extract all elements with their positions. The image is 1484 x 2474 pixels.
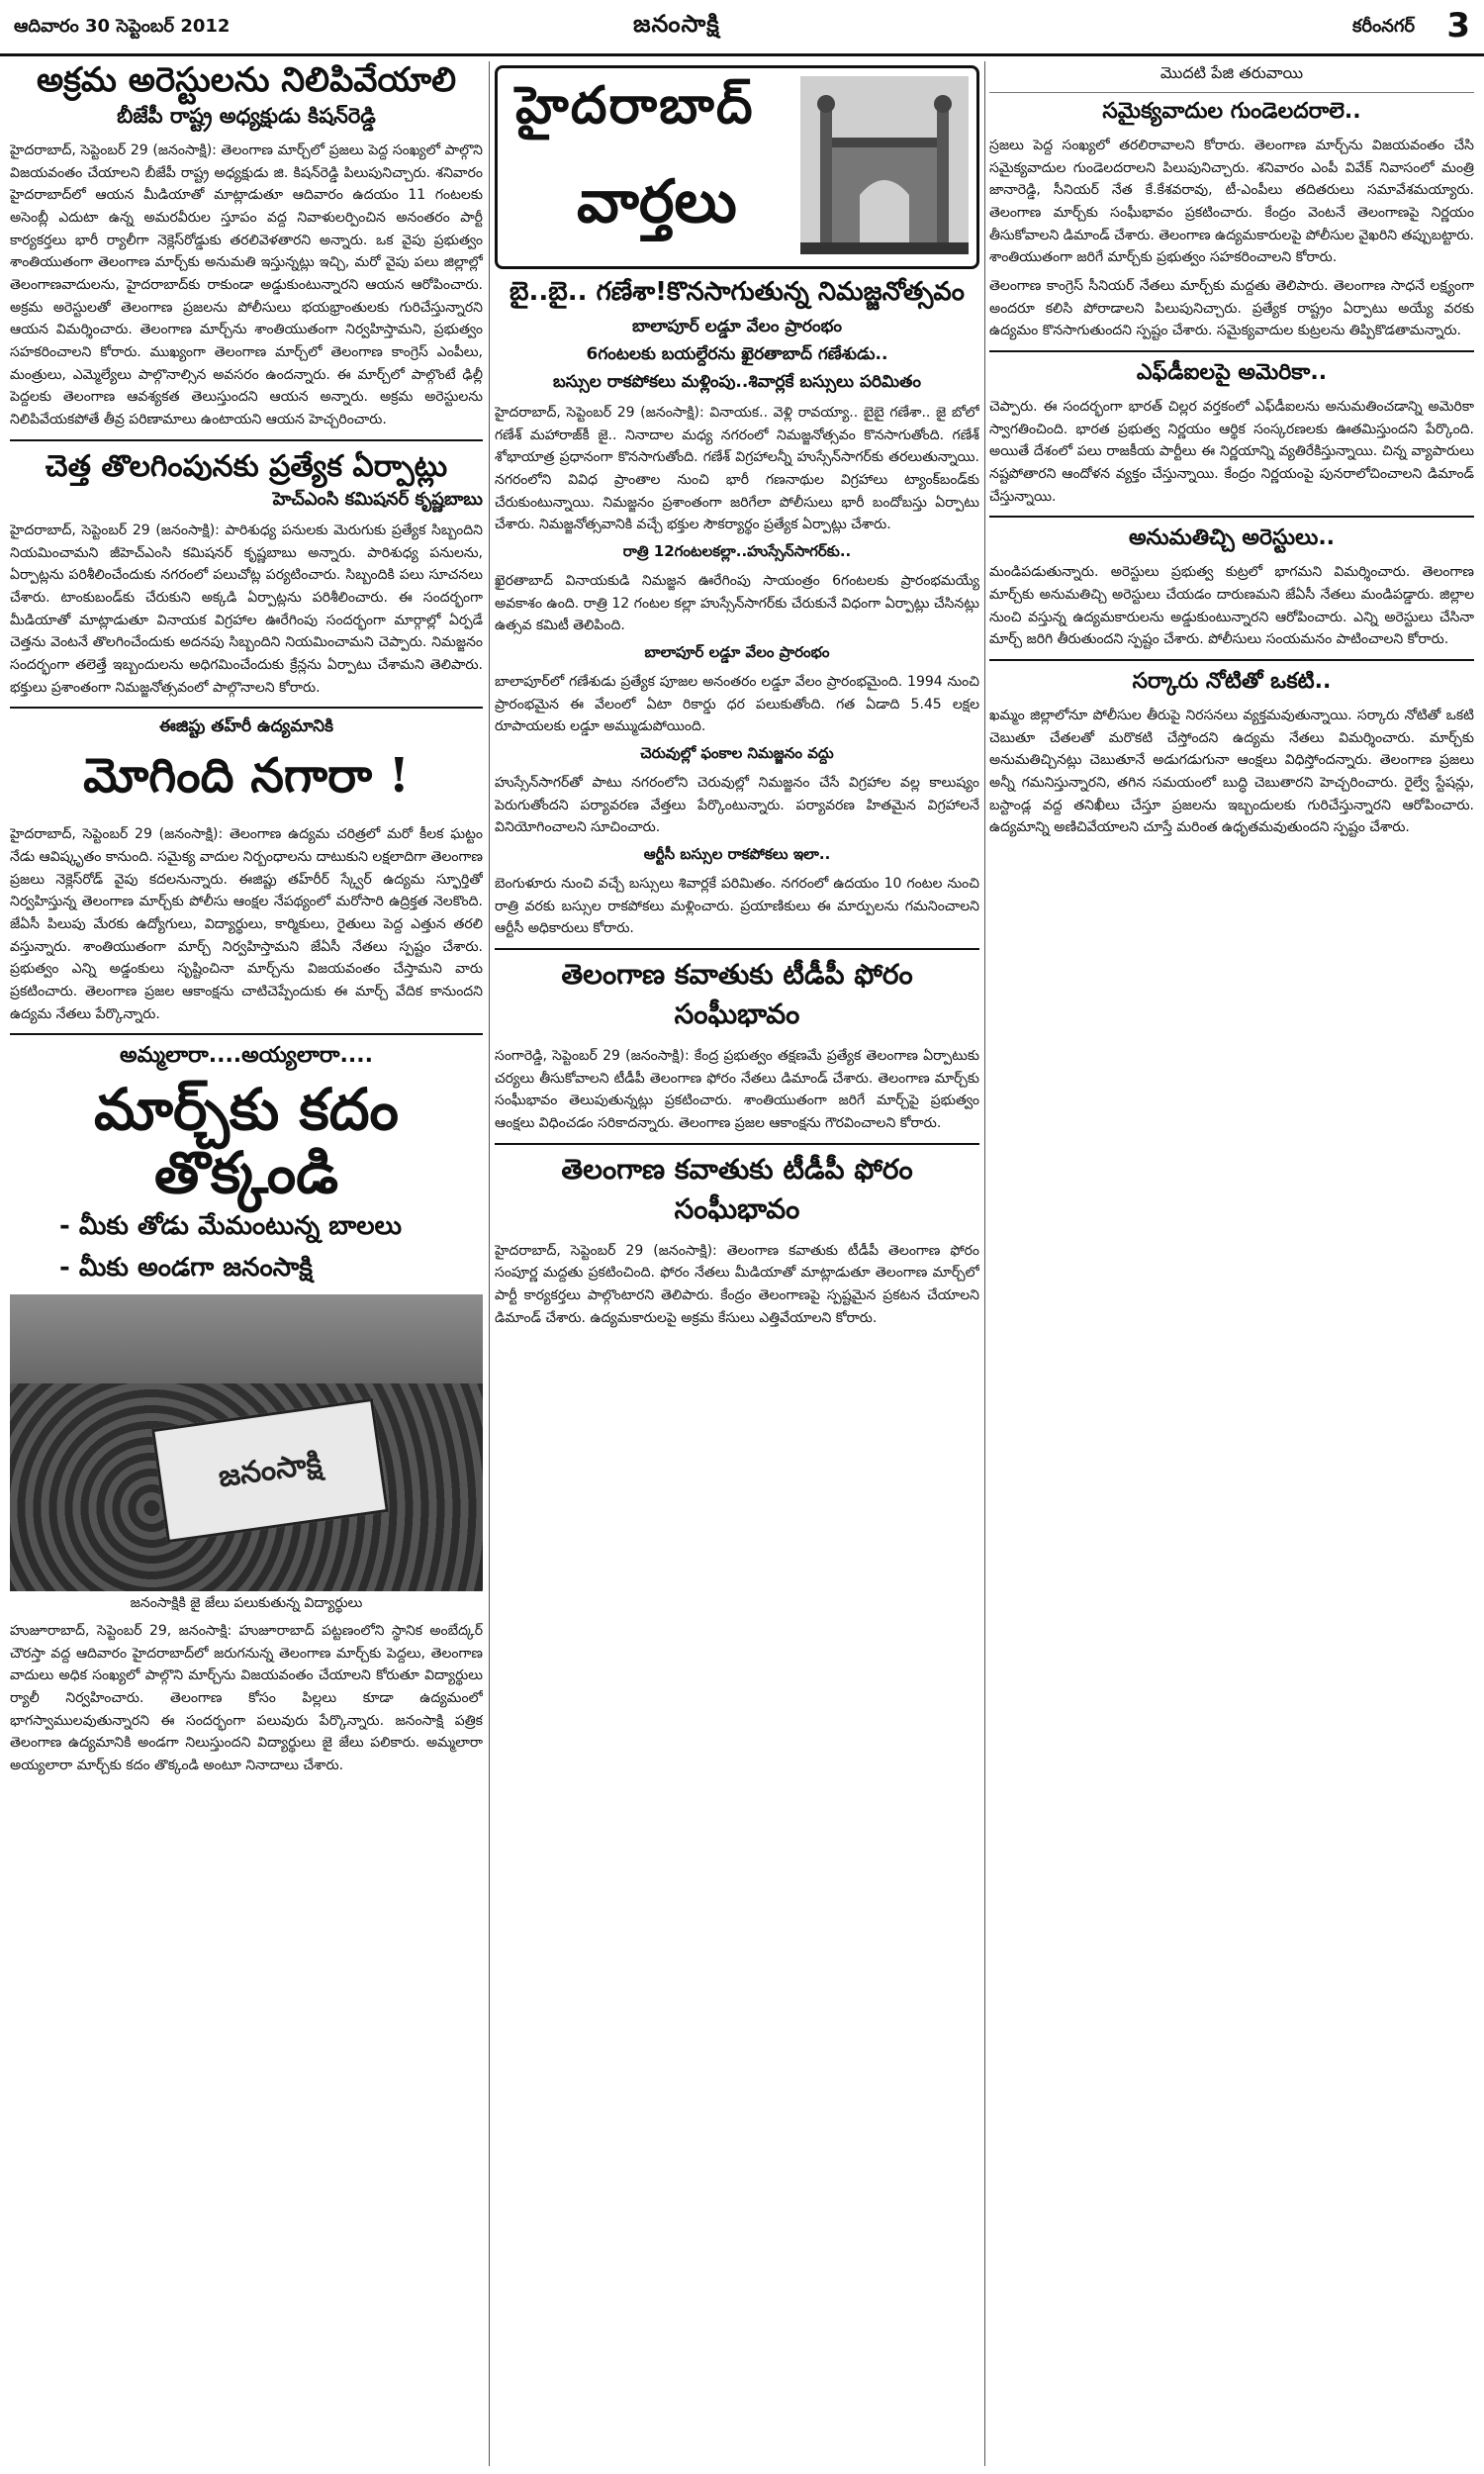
charminar-icon (800, 76, 969, 254)
article-body: హుస్సేన్‌సాగర్‌తో పాటు నగరంలోని చెరువుల్లో నిమజ్జనం చేసే విగ్రహాల వల్ల కాలుష్యం పెరుగుతోందని పర్యావరణ వేత్తలు పేర్కొంటున్నారు. పర్యావరణ హితమైన విగ్రహాలనే వినియోగించాలని సూచించారు. (495, 775, 979, 836)
article-body: హుజూరాబాద్, సెప్టెంబర్ 29, జనంసాక్షి: హుజూరాబాద్ పట్టణంలోని స్థానిక అంబేద్కర్ చౌరస్తా వద్ద ఆదివారం హైదరాబాద్‌లో జరుగనున్న తెలంగాణ మార్చ్‌కు పెద్దలు, తెలంగాణ వాదులు అధిక సంఖ్యలో పాల్గొని మార్చ్‌ను విజయవంతం చేయాలని కోరుతూ విద్యార్థులు ర్యాలీ నిర్వహించారు. తెలంగాణ కోసం పిల్లలు కూడా ఉద్యమంలో భాగస్వాములవుతున్నారని ఈ సందర్భంగా పలువురు పేర్కొన్నారు. జనంసాక్షి పత్రిక తెలంగాణ ఉద్యమానికి అండగా నిలుస్తుందని విద్యార్థులు జై జేలు పలికారు. అమ్మలారా అయ్యలారా మార్చ్‌కు కదం తొక్కండి అంటూ నినాదాలు చేశారు. (10, 1622, 483, 1773)
column-middle (495, 61, 979, 2468)
headline: మార్చ్‌కు కదం తొక్కండి (94, 1076, 399, 1207)
story-nagara (10, 716, 483, 1025)
headline: తెలంగాణ కవాతుకు టీడీపీ ఫోరం సంఘీభావం (561, 1152, 913, 1225)
headline: చెత్త తొలగింపునకు ప్రత్యేక ఏర్పాట్లు (45, 448, 448, 484)
kicker: అమ్మలారా....అయ్యలారా.... (120, 1043, 373, 1069)
story-fdi-america (989, 360, 1474, 508)
story-garbage-removal (10, 449, 483, 699)
divider (989, 350, 1474, 352)
divider (495, 948, 979, 950)
article-body: బెంగుళూరు నుంచి వచ్చే బస్సులు శివార్లకే పరిమితం. నగరంలో ఉదయం 10 గంటల నుంచి రాత్రి వరకు బస్సుల రాకపోకలు మళ్లించారు. ప్రయాణికులు ఈ మార్పులను గమనించాలని ఆర్టీసీ అధికారులు కోరారు. (495, 876, 979, 937)
edition-name: కరీంనగర్ (1352, 16, 1415, 37)
masthead: జనంసాక్షి (633, 10, 720, 38)
story-ganesh-immersion (495, 277, 979, 940)
bullet-point: బస్సుల రాకపోకలు మళ్లింపు..శివార్లకే బస్సులు పరిమితం (553, 372, 921, 392)
divider (495, 1143, 979, 1145)
article-body: మండిపడుతున్నారు. అరెస్టులు ప్రభుత్వ కుట్రలో భాగమని విమర్శించారు. తెలంగాణ మార్చ్‌కు అనుమతిచ్చి అరెస్టులు చేయడం దారుణమని జేఏసీ నేతలు మండిపడ్డారు. జిల్లాల నుంచి వస్తున్న ఉద్యమకారులను అడ్డుకుంటున్నారని ఆరోపించారు. ఎన్ని అరెస్టులు చేసినా మార్చ్ జరిగి తీరుతుందని స్పష్టం చేశారు. పోలీసులు సంయమనం పాటించాలని కోరారు. (989, 564, 1474, 648)
divider (989, 659, 1474, 661)
hyderabad-news-banner (495, 65, 979, 269)
tagline: - మీకు అండగా జనంసాక్షి (59, 1252, 314, 1283)
kicker: ఈజిప్టు తహ్‌రీ ఉద్యమానికి (159, 716, 333, 737)
column-right (989, 61, 1474, 2468)
headline: అక్రమ అరెస్టులను నిలిపివేయాలి (36, 61, 457, 100)
headline: మోగింది నగారా ! (83, 748, 410, 805)
article-body: హైదరాబాద్, సెప్టెంబర్ 29 (జనంసాక్షి): తెలంగాణ మార్చ్‌లో ప్రజలు పెద్ద సంఖ్యలో పాల్గొని విజయవంతం చేయాలని బీజేపీ రాష్ట్ర అధ్యక్షుడు జి. కిషన్‌రెడ్డి పిలుపునిచ్చారు. శనివారం హైదరాబాద్‌లో ఆయన మీడియాతో మాట్లాడుతూ ఆదివారం ఉదయం 11 గంటలకు అసెంబ్లీ ఎదుటా ఉన్న అమరవీరుల స్తూపం వద్ద నివాళులర్పించిన అనంతరం పార్టీ కార్యకర్తలు భారీ ర్యాలీగా నెక్లెస్‌రోడ్డుకు తరలివెళతారని అన్నారు. ఒక వైపు ప్రభుత్వం శాంతియుతంగా తెలంగాణ మార్చ్‌కు అనుమతి ఇస్తున్నట్లు ఇచ్చి, మరో వైపు పలు జిల్లాల్లో తెలంగాణవాదులను, హైదరాబాద్‌కు రాకుండా అడ్డుకుంటున్నారని ఆయన ఆరోపించారు. అక్రమ అరెస్టులతో తెలంగాణ ప్రజలను పోలీసులు భయభ్రాంతులకు గురిచేస్తున్నారని ఆయన విమర్శించారు. తెలంగాణ మార్చ్‌ను శాంతియుతంగా నిర్వహిస్తామని, ప్రభుత్వం సహకరించాలని కోరారు. ముఖ్యంగా తెలంగాణ మార్చ్‌లో తెలంగాణ కాంగ్రెస్ ఎంపీలు, మంత్రులు, ఎమ్మెల్యేలు పాల్గొనాల్సిన అవసరం ఉందన్నారు. ఈ మార్చ్‌లో పాల్గొంటే ఢిల్లీ పెద్దలకు తెలంగాణ ఆవశ్యకత తెలుస్తుందని ఆయన అన్నారు. అక్రమ అరెస్టులను నిలిపివేయకపోతే తీవ్ర పరిణామాలు ఉంటాయని ఆయన హెచ్చరించారు. (10, 143, 483, 428)
banner-title: హైదరాబాద్ (515, 76, 755, 136)
headline: అనుమతిచ్చి అరెస్టులు.. (1128, 525, 1336, 551)
page-number: 3 (1446, 6, 1470, 46)
bullet-point: బాలాపూర్ లడ్డూ వేలం ప్రారంభం (632, 317, 842, 336)
article-body: ఖైరతాబాద్ వినాయకుడి నిమజ్జన ఊరేగింపు సాయంత్రం 6గంటలకు ప్రారంభమయ్యే అవకాశం ఉంది. రాత్రి 12 గంటల కల్లా హుస్సేన్‌సాగర్‌కు చేరుకునే విధంగా ఏర్పాట్లు చేసినట్లు ఉత్సవ కమిటీ తెలిపింది. (495, 573, 979, 634)
article-body: చెప్పారు. ఈ సందర్భంగా భారత్ చిల్లర వర్తకంలో ఎఫ్‌డీఐలను అనుమతించడాన్ని అమెరికా స్వాగతించింది. భారత ప్రభుత్వ నిర్ణయం ఆర్థిక సంస్కరణలకు ఊతమిస్తుందని పేర్కొంది. అయితే దేశంలో పలు రాజకీయ పార్టీలు ఈ నిర్ణయాన్ని వ్యతిరేకిస్తున్నాయి. చిన్న వ్యాపారులు నష్టపోతారని ఆందోళన వ్యక్తం చేస్తున్నాయి. కేంద్రం నిర్ణయంపై పునరాలోచించాలని డిమాండ్ చేస్తున్నాయి. (989, 399, 1474, 505)
issue-date: ఆదివారం 30 సెప్టెంబర్ 2012 (14, 16, 231, 37)
continuation-label: మొదటి పేజి తరువాయి (1159, 63, 1304, 82)
article-body: హైదరాబాద్, సెప్టెంబర్ 29 (జనంసాక్షి): తెలంగాణ కవాతుకు టీడీపీ తెలంగాణ ఫోరం సంపూర్ణ మద్దతు ప్రకటించింది. ఫోరం నేతలు మీడియాతో మాట్లాడుతూ తెలంగాణ మార్చ్‌లో పార్టీ కార్యకర్తలు పాల్గొంటారని తెలిపారు. కేంద్రం తెలంగాణపై స్పష్టమైన ప్రకటన చేయాలని డిమాండ్ చేశారు. ఉద్యమకారులపై అక్రమ కేసులు ఎత్తివేయాలని కోరారు. (495, 1242, 979, 1326)
article-body: బాలాపూర్‌లో గణేశుడు ప్రత్యేక పూజల అనంతరం లడ్డూ వేలం ప్రారంభమైంది. 1994 నుంచి ప్రారంభమైన ఈ వేలంలో ఏటా రికార్డు ధర పలుకుతోంది. గత ఏడాది 5.45 లక్షల రూపాయలకు లడ్డూ అమ్ముడుపోయింది. (495, 674, 979, 735)
subhead: హెచ్ఎంసి కమిషనర్ కృష్ణబాబు (272, 488, 483, 510)
page-header (0, 0, 1484, 56)
story-illegal-arrests (10, 61, 483, 431)
section-heading: ఆర్టీసీ బస్సుల రాకపోకలు ఇలా.. (643, 845, 831, 864)
photo-banner: జనంసాక్షి (151, 1398, 389, 1543)
article-body: హైదరాబాద్, సెప్టెంబర్ 29 (జనంసాక్షి): తెలంగాణ ఉద్యమ చరిత్రలో మరో కీలక ఘట్టం నేడు ఆవిష్కృతం కానుంది. సమైక్య వాదుల నిర్బంధాలను దాటుకుని లక్షలాదిగా తెలంగాణ ప్రజలు నెక్లెస్‌రోడ్ వైపు కదలనున్నారు. ఈజిప్టు తహ్‌రీర్ స్క్వేర్ ఉద్యమ స్ఫూర్తితో నిర్వహిస్తున్న తెలంగాణ మార్చ్‌కు పోలీసు ఆంక్షల నేపథ్యంలో మరోసారి ఉద్రిక్తత నెలకొంది. జేఏసీ పిలుపు మేరకు ఉద్యోగులు, విద్యార్థులు, కార్మికులు, రైతులు పెద్ద ఎత్తున తరలి వస్తున్నారు. శాంతియుతంగా మార్చ్ నిర్వహిస్తామని జేఏసీ నేతలు స్పష్టం చేశారు. ప్రభుత్వం ఎన్ని అడ్డంకులు సృష్టించినా మార్చ్‌ను విజయవంతం చేస్తామని వారు ప్రకటించారు. తెలంగాణ ప్రజల ఆకాంక్షను చాటిచెప్పేందుకు ఈ మార్చ్ వేదిక కానుందని ఉద్యమ నేతలు పేర్కొన్నారు. (10, 826, 483, 1022)
divider (989, 516, 1474, 518)
tagline: - మీకు తోడు మేమంటున్న బాలలు (59, 1210, 402, 1241)
article-body: హైదరాబాద్, సెప్టెంబర్ 29 (జనంసాక్షి): పారిశుధ్య పనులకు మెరుగుకు ప్రత్యేక సిబ్బందిని నియమించామని జీహెచ్ఎంసి కమిషనర్ కృష్ణబాబు అన్నారు. పారిశుధ్య పనులను, ఏర్పాట్లను పరిశీలించేందుకు నగరంలో పలుచోట్ల పర్యటించారు. సిబ్బందికి పలు సూచనలు చేశారు. టాంకుబండ్‌కు చేరుకుని అక్కడి ఏర్పాట్లను పరిశీలించారు. ఈ సందర్భంగా మీడియాతో మాట్లాడుతూ వినాయక విగ్రహాల ఊరేగింపు సందర్భంగా మార్గాల్లో ఏర్పడే చెత్తను వెంటనే తొలగించేందుకు అదనపు సిబ్బందిని నియమించామని చెప్పారు. నిమజ్జనం సందర్భంగా తలెత్తే ఇబ్బందులను అధిగమించేందుకు క్రేన్లను ఏర్పాటు చేశామని తెలిపారు. భక్తులు ప్రశాంతంగా నిమజ్జనోత్సవంలో పాల్గొనాలని కోరారు. (10, 522, 483, 696)
story-sarkar (989, 669, 1474, 839)
article-body: సంగారెడ్డి, సెప్టెంబర్ 29 (జనంసాక్షి): కేంద్ర ప్రభుత్వం తక్షణమే ప్రత్యేక తెలంగాణ ఏర్పాటుకు చర్యలు తీసుకోవాలని టీడీపీ తెలంగాణ ఫోరం నేతలు డిమాండ్ చేశారు. తెలంగాణ మార్చ్‌కు సంఘీభావం తెలుపుతున్నట్లు ప్రకటించారు. శాంతియుతంగా జరిగే మార్చ్‌పై ప్రభుత్వం ఆంక్షలు విధించడం సరికాదన్నారు. తెలంగాణ ప్రజల ఆకాంక్షను గౌరవించాలని కోరారు. (495, 1048, 979, 1132)
section-heading: చెరువుల్లో ఫంకాల నిమజ్జనం వద్దు (640, 744, 834, 763)
story-samaikya (989, 99, 1474, 342)
headline: తెలంగాణ కవాతుకు టీడీపీ ఫోరం సంఘీభావం (561, 958, 913, 1031)
article-body: స్రజలు పెద్ద సంఖ్యలో తరలిరావాలని కోరారు. తెలంగాణ మార్చ్‌ను విజయవంతం చేసి సమైక్యవాదుల గుండెలదరాలని పిలుపునిచ్చారు. శనివారం ఎంపీ వివేక్ నివాసంలో మంత్రి జానారెడ్డి, సీనియర్ నేత కే.కేశవరావు, టీ-ఎంపీలు తదితరులు సమావేశమయ్యారు. తెలంగాణ మార్చ్‌కు సంఘీభావం ప్రకటించారు. కేంద్రం వెంటనే తెలంగాణపై నిర్ణయం తీసుకోవాలని డిమాండ్ చేశారు. తెలంగాణ ఉద్యమకారులపై పోలీసుల వైఖరిని తప్పుబట్టారు. శాంతియుతంగా జరిగే మార్చ్‌కు ప్రభుత్వం సహకరించాలని కోరారు. (989, 138, 1474, 266)
headline: సమైక్యవాదుల గుండెలదరాలె.. (1102, 99, 1361, 124)
article-body: హైదరాబాద్, సెప్టెంబర్ 29 (జనంసాక్షి): వినాయక.. వెళ్లి రావయ్యా.. బైబై గణేశా.. జై బోలో గణేశ్ మహారాజ్‌కీ జై.. నినాదాల మధ్య నగరంలో నిమజ్జనోత్సవం కొనసాగుతోంది. గణేశ్ శోభాయాత్ర ప్రధానంగా కొనసాగుతోంది. గణేశ్ విగ్రహాలన్నీ హుస్సేన్‌సాగర్‌కు తరలుతున్నాయి. నగరంలోని వివిధ ప్రాంతాల నుంచి భారీ గణనాథుల విగ్రహాలు ట్యాంక్‌బండ్‌కు చేరుకుంటున్నాయి. నిమజ్జనం ప్రశాంతంగా జరిగేలా పోలీసులు భారీ బందోబస్తు ఏర్పాటు చేశారు. నిమజ్జనోత్సవానికి వచ్చే భక్తుల సౌకర్యార్థం ప్రత్యేక ఏర్పాట్లు చేశారు. (495, 405, 979, 533)
divider (10, 439, 483, 441)
subhead: బీజేపీ రాష్ట్ర అధ్యక్షుడు కిషన్‌రెడ్డి (117, 104, 376, 129)
bullet-point: 6గంటలకు బయల్దేరను ఖైరతాబాద్ గణేశుడు.. (586, 344, 888, 364)
divider (10, 1033, 483, 1035)
photo-caption: జనంసాక్షికి జై జేలు పలుకుతున్న విద్యార్థులు (130, 1594, 363, 1611)
section-heading: బాలాపూర్ లడ్డూ వేలం ప్రారంభం (644, 643, 830, 662)
column-divider (489, 61, 490, 2466)
story-tdp-forum-1 (495, 958, 979, 1135)
article-body: తెలంగాణ కాంగ్రెస్ సీనియర్ నేతలు మార్చ్‌కు మద్దతు తెలిపారు. తెలంగాణ సాధనే లక్ష్యంగా అందరూ కలిసి పోరాడాలని పిలుపునిచ్చారు. ప్రత్యేక రాష్ట్రం ఏర్పాటు అయ్యే వరకు ఉద్యమం కొనసాగుతుందని స్పష్టం చేశారు. సమైక్యవాదుల కుట్రలను తిప్పికొడతామన్నారు. (989, 278, 1474, 339)
story-march (10, 1043, 483, 1776)
story-permission-arrests (989, 525, 1474, 651)
banner-subtitle: వార్తలు (577, 167, 737, 237)
column-left (10, 61, 483, 2468)
headline: ఎఫ్‌డీఐలపై అమెరికా.. (1136, 360, 1328, 386)
news-photo (10, 1294, 483, 1591)
section-heading: రాత్రి 12గంటలకల్లా..హుస్సేన్‌సాగర్‌కు.. (622, 542, 852, 561)
column-divider (984, 61, 985, 2466)
headline: బై..బై.. గణేశా!కొనసాగుతున్న నిమజ్జనోత్సవం (510, 277, 965, 307)
headline: సర్కారు నోటితో ఒకటి.. (1132, 669, 1332, 695)
story-tdp-forum-2 (495, 1153, 979, 1330)
divider (10, 707, 483, 709)
article-body: ఖమ్మం జిల్లాలోనూ పోలీసుల తీరుపై నిరసనలు వ్యక్తమవుతున్నాయి. సర్కారు నోటితో ఒకటి చెబుతూ చేతలతో మరొకటి చేస్తోందని ఉద్యమ నేతలు విమర్శించారు. మార్చ్‌కు అనుమతిచ్చినట్లు చెబుతూనే అడుగడుగునా ఆంక్షలు విధిస్తోందన్నారు. తెలంగాణ ప్రజలు అన్నీ గమనిస్తున్నారని, తగిన సమయంలో బుద్ధి చెబుతారని హెచ్చరించారు. రైల్వే స్టేషన్లు, బస్టాండ్ల వద్ద తనిఖీలు చేస్తూ ప్రజలను ఇబ్బందులకు గురిచేస్తున్నారని ఆరోపించారు. ఉద్యమాన్ని అణిచివేయాలని చూస్తే మరింత ఉధృతమవుతుందని స్పష్టం చేశారు. (989, 708, 1474, 836)
divider (989, 92, 1474, 93)
